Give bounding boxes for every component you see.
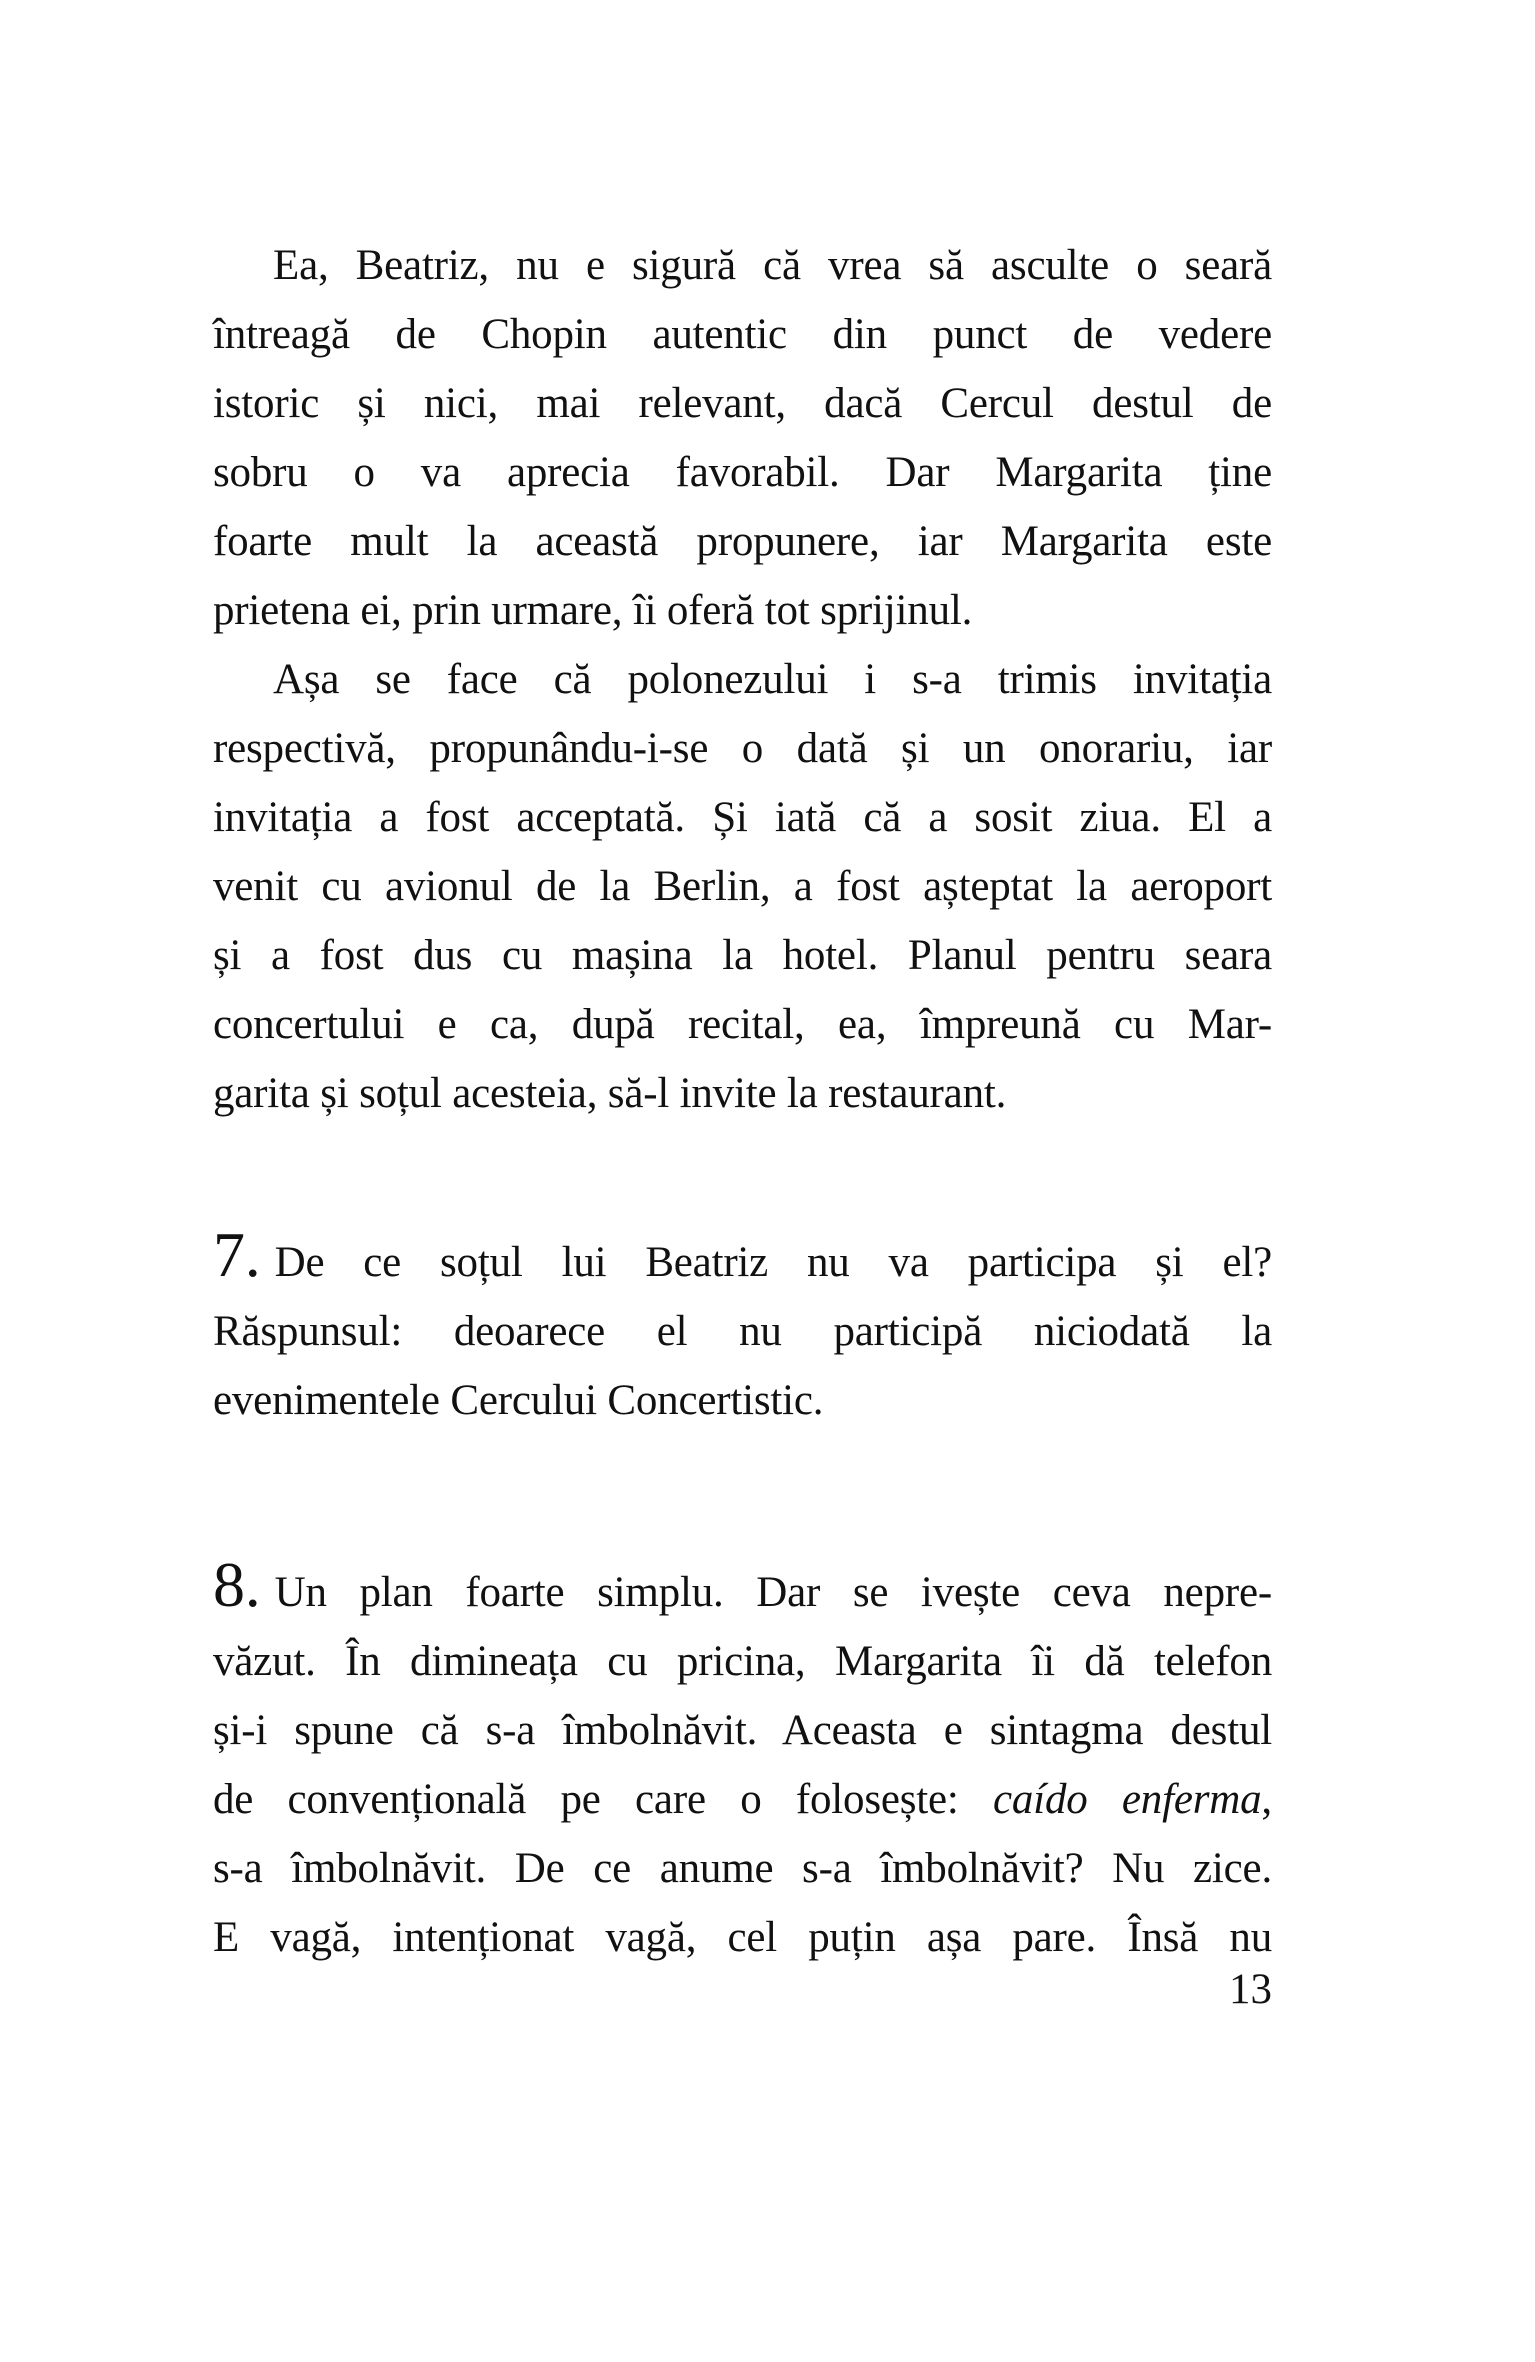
italic-phrase: caído enferma [993, 1776, 1262, 1823]
text: Un plan foarte simplu. Dar se ivește ceva nepre- [274, 1569, 1272, 1616]
text-line: sobru o va aprecia favorabil. Dar Margarita ține [213, 449, 1272, 496]
text-line: venit cu avionul de la Berlin, a fost așteptat la aeroport [213, 863, 1272, 910]
text-line: E vagă, intenționat vagă, cel puțin așa pare. Însă nu [213, 1914, 1272, 1961]
text-line: și a fost dus cu mașina la hotel. Planul pentru seara [213, 932, 1272, 979]
text-line: prietena ei, prin urmare, îi oferă tot sprijinul. [213, 587, 973, 634]
section-7 [213, 1219, 1272, 1435]
text-line: garita și soțul acesteia, să-l invite la restaurant. [213, 1070, 1007, 1117]
text-line: Ea, Beatriz, nu e sigură că vrea să asculte o seară [273, 242, 1272, 289]
paragraph-1 [213, 231, 1272, 1128]
text-line: istoric și nici, mai relevant, dacă Cercul destul de [213, 380, 1272, 427]
text-line [213, 1765, 1272, 1834]
text: de convențională pe care o folosește: [213, 1776, 994, 1823]
text: , [1261, 1776, 1272, 1823]
text-line: Răspunsul: deoarece el nu participă niciodată la [213, 1308, 1272, 1355]
text-line: și-i spune că s-a îmbolnăvit. Aceasta e sintagma destul [213, 1707, 1272, 1754]
section-number: 7. [213, 1219, 261, 1290]
text-line: concertului e ca, după recital, ea, împreună cu Mar- [213, 1001, 1272, 1048]
text-line: respectivă, propunându-i-se o dată și un onorariu, iar [213, 725, 1272, 772]
text-line: evenimentele Cercului Concertistic. [213, 1377, 824, 1424]
text-line: întreagă de Chopin autentic din punct de vedere [213, 311, 1272, 358]
section-8 [213, 1549, 1272, 1972]
text-line: invitația a fost acceptată. Și iată că a sosit ziua. El a [213, 794, 1272, 841]
text-line [213, 1219, 1272, 1297]
page-number: 13 [1229, 1966, 1272, 2013]
text: De ce soțul lui Beatriz nu va participa și el? [274, 1239, 1272, 1286]
text-line: s-a îmbolnăvit. De ce anume s-a îmbolnăvit? Nu zice. [213, 1845, 1272, 1892]
text-line: foarte mult la această propunere, iar Margarita este [213, 518, 1272, 565]
text-line [213, 1549, 1272, 1627]
section-number: 8. [213, 1549, 261, 1620]
text-line: Așa se face că polonezului i s-a trimis invitația [273, 656, 1272, 703]
text-line: văzut. În dimineața cu pricina, Margarita îi dă telefon [213, 1638, 1272, 1685]
